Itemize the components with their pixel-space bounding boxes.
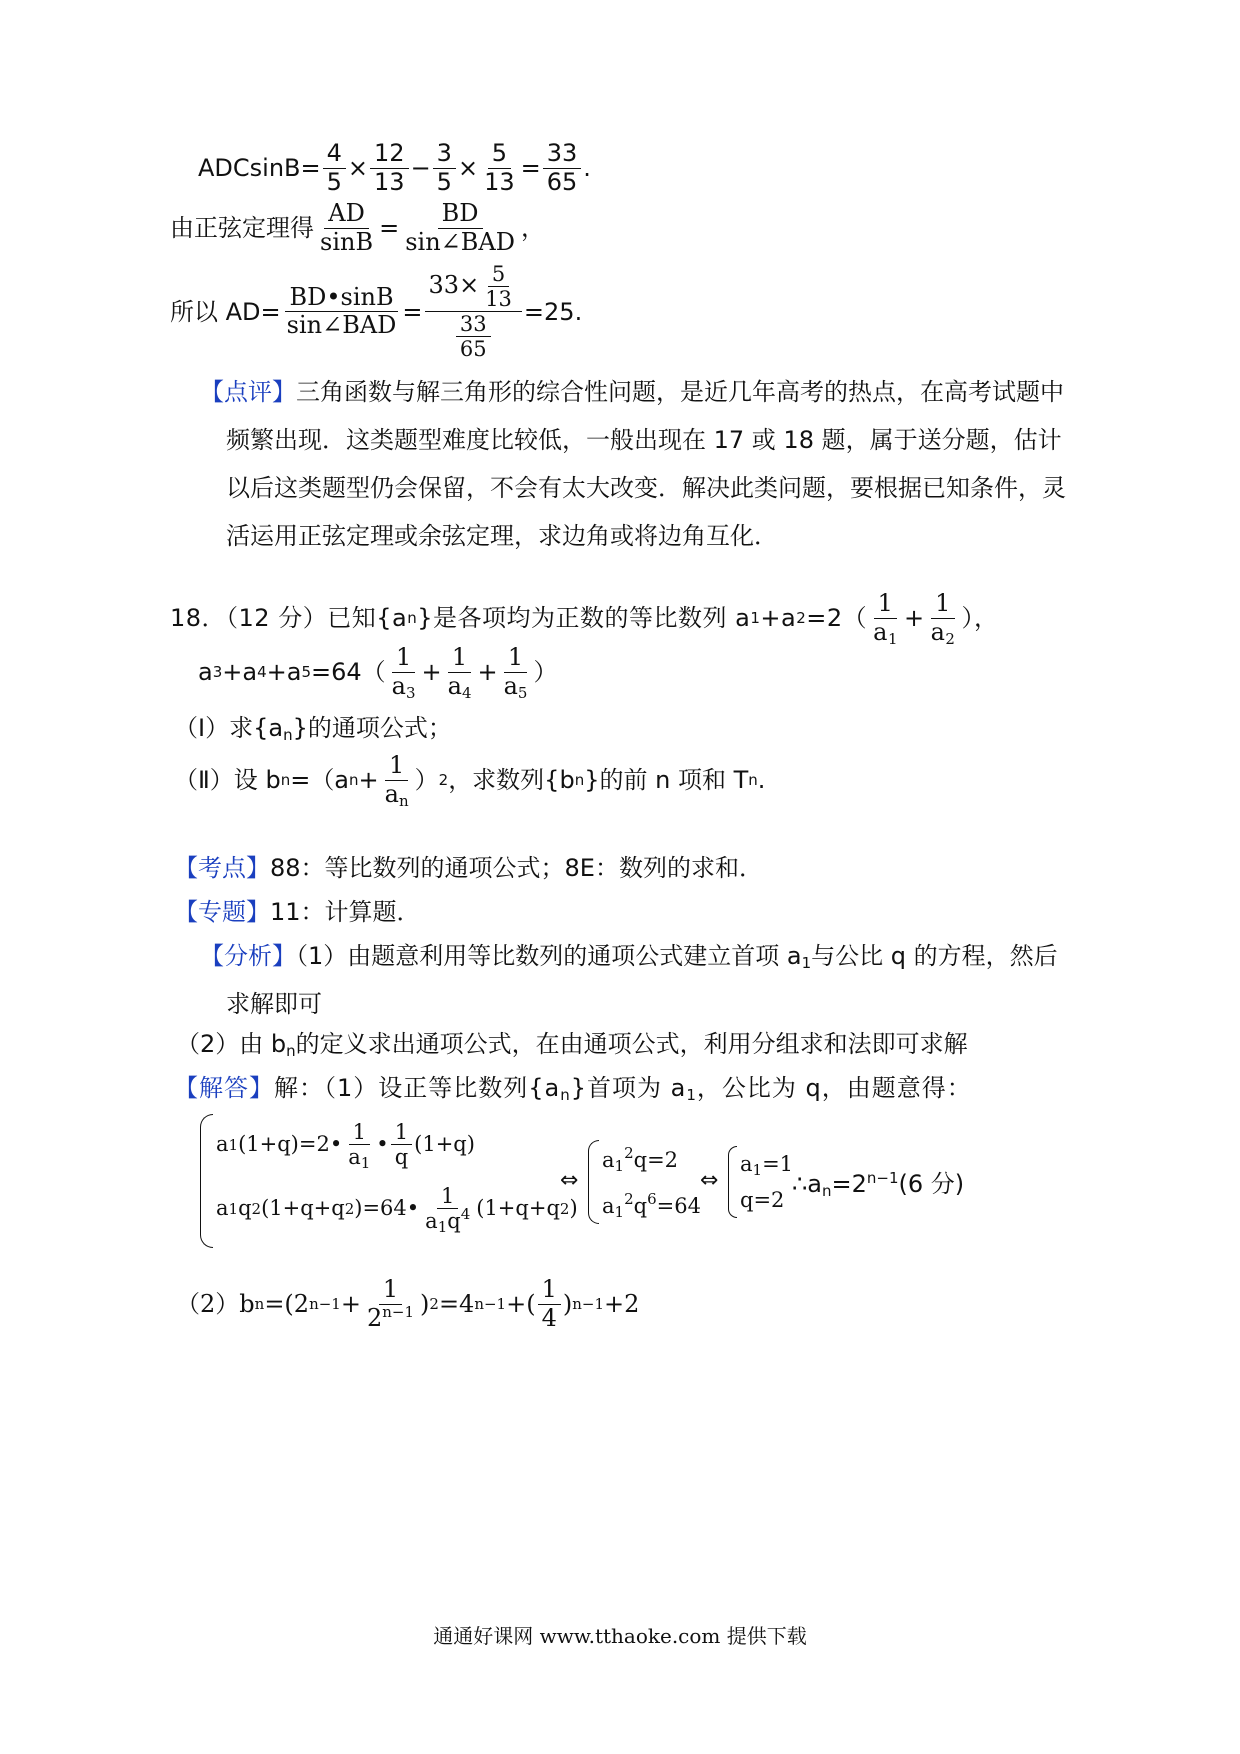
denominator-var: a <box>384 779 399 808</box>
part-text: ，求数列{b <box>448 766 575 795</box>
formula-prefix: 所以 AD= <box>170 297 281 326</box>
numerator: 1 <box>379 1276 402 1305</box>
fraction <box>401 200 519 256</box>
fraction <box>283 284 401 340</box>
subscript: 1 <box>614 1157 625 1175</box>
expression: =4 <box>438 1290 475 1319</box>
denominator <box>869 619 902 647</box>
subscript: 1 <box>887 629 898 648</box>
punctuation: ) <box>420 1290 430 1319</box>
variable: a <box>602 1148 615 1172</box>
fraction <box>381 752 413 808</box>
punctuation: ， <box>520 214 545 243</box>
subscript: 3 <box>405 683 416 702</box>
operator: + <box>477 658 498 687</box>
denominator <box>444 673 476 701</box>
part-text: =（a <box>290 766 350 795</box>
fraction <box>500 644 532 700</box>
fenxi-text: （2）由 b <box>176 1030 287 1058</box>
operator: = <box>520 154 541 183</box>
subscript: 1 <box>686 1086 697 1104</box>
compound-denominator <box>450 312 497 361</box>
expression: =(2 <box>264 1290 310 1319</box>
denominator-var: a <box>447 671 462 700</box>
numerator: 5 <box>488 140 511 169</box>
numerator-text: 33× <box>428 271 480 300</box>
expression: (1+q+q <box>261 1196 345 1221</box>
fraction <box>421 1184 474 1237</box>
fraction <box>480 140 519 196</box>
zhuanti-tag: 【专题】 <box>174 898 270 926</box>
iff-symbol-2: ⇔ <box>700 1168 719 1193</box>
variable: a <box>216 1196 229 1221</box>
subscript: 5 <box>517 683 528 702</box>
numerator: 1 <box>504 644 527 673</box>
expression: +2 <box>604 1290 640 1319</box>
expression: =1 <box>762 1152 794 1176</box>
variable: a <box>198 658 213 687</box>
operator: + <box>266 658 287 687</box>
fraction <box>927 590 960 646</box>
subscript: n <box>286 1042 296 1060</box>
page-footer: 通通好课网 www.tthaoke.com 提供下载 <box>433 1624 807 1648</box>
subscript: 4 <box>461 683 472 702</box>
operator: + <box>222 658 243 687</box>
jieda-line <box>174 1074 972 1104</box>
fraction <box>444 644 476 700</box>
question-text: }是各项均为正数的等比数列 a <box>417 604 751 633</box>
fraction <box>388 644 420 700</box>
variable: a <box>602 1194 615 1218</box>
system2-row-1 <box>602 1144 679 1175</box>
operator: + <box>903 604 925 633</box>
jieda-tag: 【解答】 <box>174 1074 274 1102</box>
result: =25. <box>523 297 583 326</box>
numerator: 1 <box>448 644 471 673</box>
punctuation: ） <box>414 766 439 795</box>
jieda-text: 解：（1）设正等比数列{a <box>274 1074 561 1102</box>
operator: × <box>457 154 479 183</box>
comment-tag: 【点评】 <box>200 378 296 406</box>
comment-paragraph <box>200 368 1076 560</box>
denominator: sinB <box>320 227 374 256</box>
subscript: n <box>560 1086 571 1104</box>
superscript: 6 <box>647 1190 657 1208</box>
question-text: 18．（12 分）已知{a <box>170 604 408 633</box>
fraction <box>316 200 377 256</box>
fraction <box>391 1120 412 1169</box>
jieda-text: ，公比为 q，由题意得： <box>696 1074 972 1102</box>
conclusion-text: ∴a <box>792 1170 822 1198</box>
expression: )=64• <box>354 1196 420 1221</box>
fenxi-paragraph <box>200 932 1076 1028</box>
superscript: 2 <box>624 1144 634 1162</box>
system-brace-3 <box>728 1146 737 1218</box>
subscript: n <box>283 726 293 744</box>
denominator <box>927 619 960 647</box>
compound-fraction <box>425 262 522 362</box>
expression: (1+q+q <box>476 1196 560 1221</box>
period: . <box>583 154 591 183</box>
solution-text: （2）b <box>176 1290 255 1319</box>
operator: =2（ <box>806 604 868 633</box>
denominator-base: 2 <box>366 1303 383 1332</box>
numerator: 4 <box>323 140 346 169</box>
numerator: 3 <box>433 140 456 169</box>
fenxi-text: （1）由题意利用等比数列的通项公式建立首项 a <box>296 942 802 970</box>
operator: + <box>421 658 442 687</box>
numerator: 5 <box>488 262 509 287</box>
system-brace-2 <box>588 1140 599 1224</box>
fraction <box>543 140 582 196</box>
conclusion-text: =2 <box>831 1170 867 1198</box>
denominator-var: q <box>447 1209 461 1234</box>
denominator: 13 <box>484 167 515 196</box>
denominator: q <box>394 1145 409 1170</box>
part-text: （Ⅰ）求{a <box>174 714 284 742</box>
expression: q=2 <box>740 1188 785 1212</box>
part-text: （Ⅱ）设 b <box>174 766 281 795</box>
expression: (1+q) <box>414 1132 475 1157</box>
fraction <box>456 312 491 361</box>
denominator <box>500 673 532 701</box>
variable: q <box>633 1194 648 1218</box>
subscript: 1 <box>437 1218 448 1237</box>
variable: a <box>286 658 302 687</box>
denominator: 5 <box>326 167 342 196</box>
fraction <box>344 1120 374 1173</box>
formula-sine-law <box>170 200 545 256</box>
system-row-1: a 1 (1+q)=2• $\frac{1}{a_1}$ • $\frac{1}{q}$ (1+q) <box>216 1120 475 1173</box>
operator: + <box>340 1290 361 1319</box>
numerator: 1 <box>437 1184 458 1209</box>
denominator-var: a <box>425 1209 438 1234</box>
variable: a <box>216 1132 229 1157</box>
expression: ) <box>569 1196 578 1221</box>
fenxi-part-2 <box>176 1030 968 1060</box>
numerator: BD <box>438 200 483 229</box>
part-text: }的前 n 项和 T <box>584 766 749 795</box>
question-18-line2: a 3 + a 4 + a 5 =64（ $\frac{1}{a_3}$ + $\frac{1}{a_4}$ + $\frac{1}{a_5}$ ） <box>198 643 558 702</box>
numerator: 1 <box>391 1120 412 1145</box>
denominator <box>344 1145 374 1173</box>
score-note: (6 分) <box>898 1170 965 1198</box>
punctuation: ） <box>533 658 558 687</box>
question-part-1 <box>174 714 452 744</box>
expression: (1+q)=2• <box>238 1132 343 1157</box>
operator: =64（ <box>311 658 386 687</box>
denominator: sin∠BAD <box>286 311 397 340</box>
fraction <box>370 140 409 196</box>
fraction <box>433 140 456 196</box>
superscript: n−1 <box>382 1302 415 1321</box>
superscript: 2 <box>624 1190 634 1208</box>
fraction <box>323 140 346 196</box>
expression: q=2 <box>633 1148 679 1172</box>
part-text: }的通项公式； <box>292 714 452 742</box>
denominator: 13 <box>374 167 405 196</box>
system2-row-2 <box>602 1190 701 1221</box>
iff-symbol-1: ⇔ <box>560 1168 579 1193</box>
fenxi-text: 与公比 q 的方程，然后求解即可 <box>226 942 1058 1018</box>
kaodian-tag: 【考点】 <box>174 854 270 882</box>
fraction <box>481 262 516 311</box>
jieda-text: }首项为 a <box>570 1074 687 1102</box>
expression: +( <box>506 1290 536 1319</box>
fraction <box>363 1276 418 1332</box>
numerator: 33 <box>543 140 582 169</box>
subscript: n <box>821 1182 832 1200</box>
compound-numerator <box>425 262 522 312</box>
numerator: AD <box>324 200 369 229</box>
numerator: 1 <box>874 590 898 619</box>
numerator: 1 <box>349 1120 370 1145</box>
subscript: 1 <box>360 1154 371 1173</box>
operator: + <box>358 766 379 795</box>
system3-row-2 <box>740 1190 784 1211</box>
subscript: 1 <box>752 1161 763 1179</box>
zhuanti-text: 11：计算题． <box>270 898 421 926</box>
denominator <box>388 673 420 701</box>
question-18-line1: 18．（12 分）已知{a n }是各项均为正数的等比数列 a 1 + a 2 =2（ $\frac{1}{a_1}$ + $\frac{1}{a_2}$ ）， <box>170 589 999 648</box>
variable: a <box>780 604 797 633</box>
fenxi-tag: 【分析】 <box>200 942 296 970</box>
denominator: 5 <box>436 167 452 196</box>
operator: + <box>760 604 781 633</box>
punctuation: ) <box>562 1290 573 1319</box>
part2-solution: （2）b n =(2 n−1 + $\frac{1}{2^{n-1}}$ ) 2 =4 n−1 +( $\frac{1}{4}$ ) n−1 +2 <box>176 1275 640 1332</box>
denominator-var: a <box>348 1145 361 1170</box>
fraction <box>538 1276 561 1332</box>
variable: q <box>238 1196 252 1221</box>
numerator: 33 <box>456 312 491 337</box>
denominator-var: a <box>391 671 406 700</box>
formula-prefix: 由正弦定理得 <box>170 214 314 243</box>
numerator: 1 <box>538 1276 561 1305</box>
numerator: 1 <box>931 590 955 619</box>
variable: a <box>740 1152 753 1176</box>
system-row-2: a 1 q 2 (1+q+q 2 )=64• $\frac{1}{a_1q^4}$ (1+q+q 2 ) <box>216 1184 578 1237</box>
denominator <box>421 1205 474 1237</box>
denominator: 65 <box>546 167 578 196</box>
system-brace <box>200 1114 213 1248</box>
formula-ad-value <box>170 262 582 362</box>
subscript: 2 <box>945 629 956 648</box>
zhuanti-line <box>174 900 421 924</box>
denominator: 65 <box>459 337 487 362</box>
operator: = <box>402 297 423 326</box>
conclusion-an <box>792 1169 965 1200</box>
question-part-2: （Ⅱ）设 b n =（a n + $\frac{1}{a_n}$ ） 2 ，求数列{b n }的前 n 项和 T n . <box>174 751 766 810</box>
numerator: 12 <box>370 140 409 169</box>
operator: = <box>379 214 400 243</box>
subscript: 1 <box>801 954 812 972</box>
denominator-var: a <box>503 671 518 700</box>
numerator: 1 <box>392 644 415 673</box>
system3-row-1 <box>740 1152 794 1179</box>
operator: × <box>347 154 369 183</box>
fenxi-text: 的定义求出通项公式，在由通项公式，利用分组求和法即可求解 <box>295 1030 968 1058</box>
punctuation: ）， <box>961 604 999 633</box>
kaodian-line <box>174 856 763 880</box>
expression: =64 <box>656 1194 701 1218</box>
denominator: sin∠BAD <box>405 227 515 256</box>
superscript: n−1 <box>866 1169 899 1187</box>
denominator-var: a <box>873 617 888 646</box>
variable: a <box>242 658 258 687</box>
kaodian-text: 88：等比数列的通项公式；8E：数列的求和． <box>270 854 763 882</box>
fraction <box>869 590 902 646</box>
operator: • <box>376 1132 389 1157</box>
period: . <box>757 766 766 795</box>
subscript: 1 <box>614 1203 625 1221</box>
formula-adcsinb <box>198 140 591 196</box>
numerator: 1 <box>385 752 408 781</box>
numerator: BD•sinB <box>285 284 397 313</box>
denominator <box>363 1302 418 1333</box>
denominator: 4 <box>541 1303 557 1332</box>
denominator: 13 <box>485 287 512 312</box>
comment-text: 三角函数与解三角形的综合性问题，是近几年高考的热点，在高考试题中频繁出现．这类题型难度比较低，一般出现在 17 或 18 题，属于送分题，估计以后这类题型仍会保留，不会有太大改变．解决此类问题，要根据已知条件，灵活运用正弦定理或余弦定理，求边角或将边角互化． <box>226 378 1066 550</box>
subscript: n <box>398 791 409 810</box>
denominator-var: a <box>930 617 946 646</box>
superscript: 4 <box>460 1205 471 1224</box>
operator: − <box>410 154 431 183</box>
formula-prefix: ADCsinB= <box>198 154 321 183</box>
denominator <box>381 781 413 809</box>
